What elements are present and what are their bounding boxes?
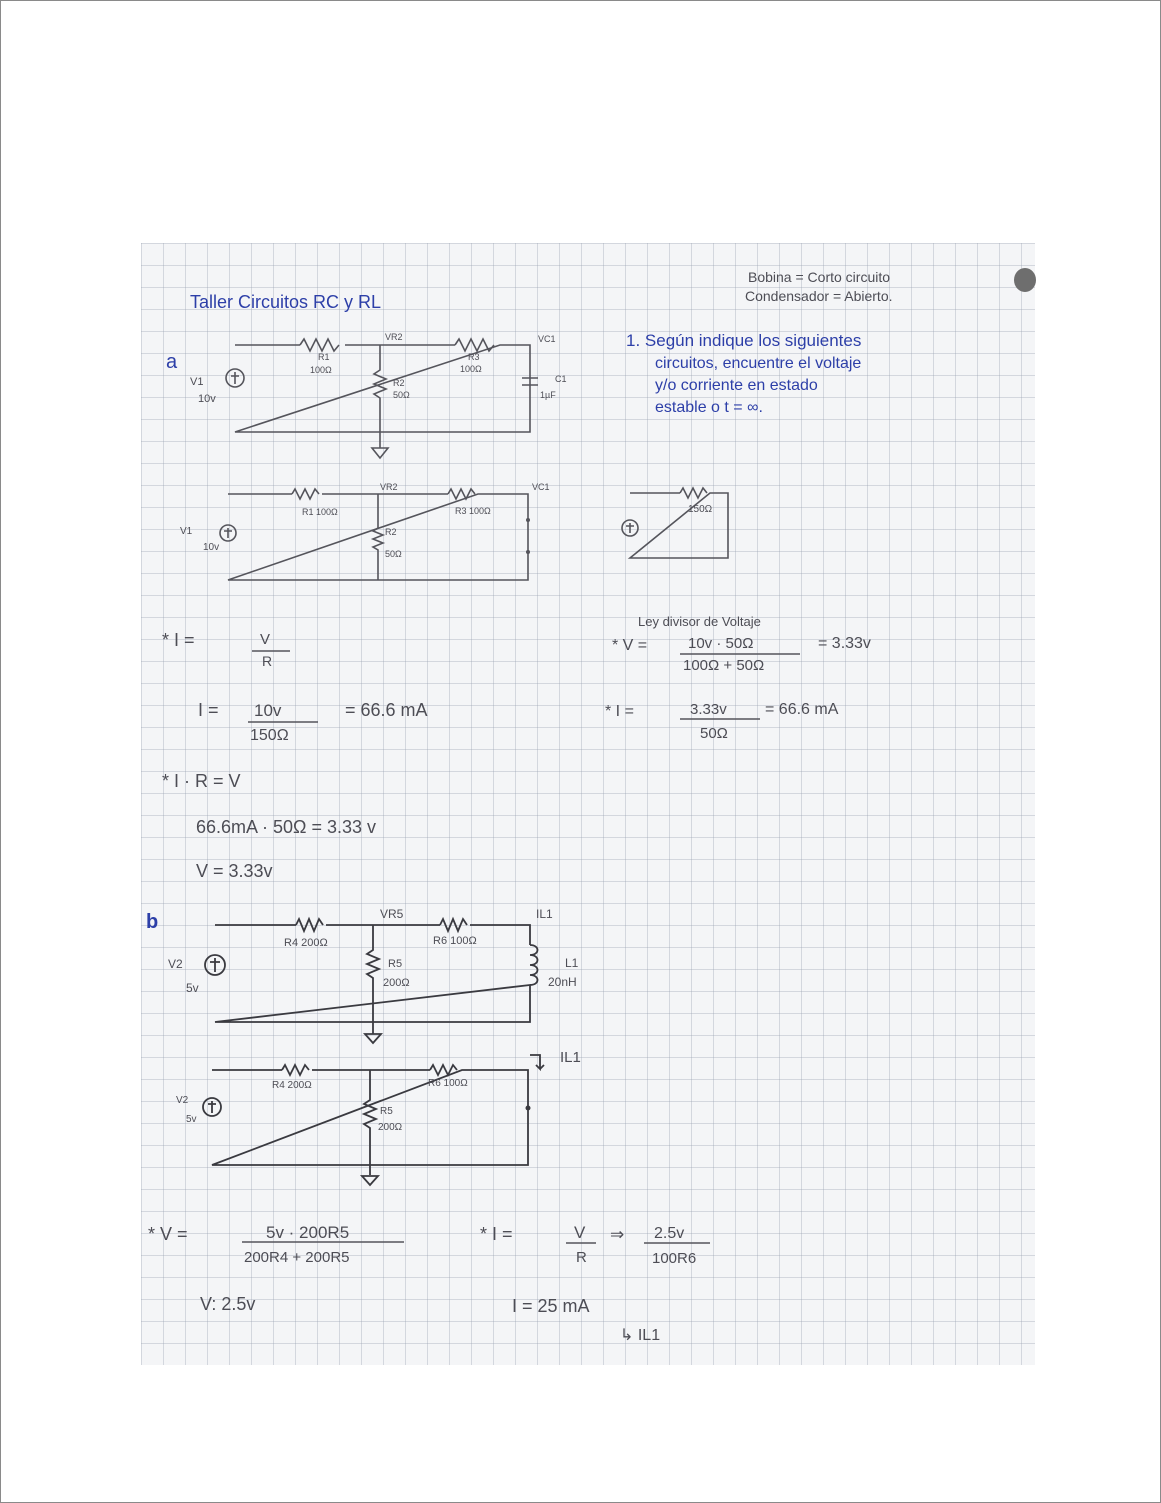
divider-numerator: 10v · 50Ω xyxy=(688,635,754,652)
instruction-line-1: 1. Según indique los siguientes xyxy=(626,331,862,350)
r4-label: R4 200Ω xyxy=(284,937,328,949)
l1-value: 20nH xyxy=(548,975,577,989)
circuit-b1 xyxy=(168,907,579,1043)
part-b-equations xyxy=(148,1223,710,1344)
source-value: 10v xyxy=(198,393,216,405)
node-vc1: VC1 xyxy=(532,482,550,492)
current-result: = 66.6 mA xyxy=(345,700,428,720)
v-lhs: * V = xyxy=(148,1224,188,1244)
r2-name: R2 xyxy=(385,527,397,537)
r6-label: R6 100Ω xyxy=(428,1078,468,1089)
resistor-r5-icon xyxy=(364,1070,376,1175)
node-il1: IL1 xyxy=(560,1049,581,1066)
r1-name: R1 xyxy=(318,352,330,362)
v-denominator: 200R4 + 200R5 xyxy=(244,1249,350,1266)
circuit-a3 xyxy=(622,488,728,558)
part-a-equations xyxy=(162,614,871,881)
c1-name: C1 xyxy=(555,374,567,384)
r3-name: R3 xyxy=(468,352,480,362)
ohm-law-denominator: R xyxy=(262,653,273,669)
r5-value: 200Ω xyxy=(383,977,410,989)
instruction-line-4: estable o t = ∞. xyxy=(655,399,763,416)
node-vr5: VR5 xyxy=(380,907,404,921)
source-name: V2 xyxy=(176,1095,189,1106)
resistor-r4-icon xyxy=(282,1065,309,1075)
ground-icon xyxy=(372,440,388,458)
ground-icon xyxy=(362,1176,378,1185)
i-numerator-2: 2.5v xyxy=(654,1225,685,1242)
resistor-r1-icon xyxy=(292,489,319,499)
resistor-r1-icon xyxy=(300,339,339,351)
voltage-result: V = 3.33v xyxy=(196,861,273,881)
circuit-a2 xyxy=(180,482,550,580)
part-a-label: a xyxy=(166,351,178,373)
current-denominator: 150Ω xyxy=(250,727,289,744)
l1-name: L1 xyxy=(565,956,579,970)
resistor-r2-icon xyxy=(373,494,383,580)
node-vr2: VR2 xyxy=(380,482,398,492)
resistor-req-icon xyxy=(680,488,707,498)
r2-value: 50Ω xyxy=(385,549,402,559)
source-value: 10v xyxy=(203,542,220,553)
open-terminal-icon xyxy=(526,518,530,522)
note-coil: Bobina = Corto circuito xyxy=(748,269,891,285)
source-name: V1 xyxy=(180,526,193,537)
i-tag: ↳ IL1 xyxy=(620,1327,661,1344)
current2-lhs: * I = xyxy=(605,703,634,720)
v-numerator: 5v · 200R5 xyxy=(266,1223,350,1242)
plus-sign-icon xyxy=(626,523,634,533)
circuit-b2 xyxy=(176,1049,581,1185)
current-lhs: I = xyxy=(198,700,219,720)
req-value: 150Ω xyxy=(688,504,713,515)
source-value: 5v xyxy=(186,1114,197,1125)
circuit-a1-wires xyxy=(235,345,530,432)
i-result: I = 25 mA xyxy=(512,1296,590,1316)
node-vc1: VC1 xyxy=(538,334,556,344)
r5-name: R5 xyxy=(388,958,403,970)
r2-value: 50Ω xyxy=(393,390,410,400)
plus-sign-icon xyxy=(210,958,220,972)
ohm-law-2: * I · R = V xyxy=(162,771,241,791)
open-terminal-icon xyxy=(526,550,530,554)
i-denominator: R xyxy=(576,1249,587,1266)
r1-value: 100Ω xyxy=(310,365,332,375)
i-arrow: ⇒ xyxy=(610,1225,625,1244)
r3-label: R3 100Ω xyxy=(455,506,491,516)
resistor-r6-icon xyxy=(440,919,467,931)
plus-sign-icon xyxy=(224,528,232,538)
resistor-r5-icon xyxy=(367,925,379,1030)
circuit-a1 xyxy=(190,332,567,458)
r5-value: 200Ω xyxy=(378,1122,403,1133)
current-arrow-icon xyxy=(530,1055,544,1069)
resistor-r3-icon xyxy=(448,489,475,499)
r5-name: R5 xyxy=(380,1106,393,1117)
ohm-law-lhs: * I = xyxy=(162,630,195,650)
part-b-label: b xyxy=(146,911,159,933)
r3-value: 100Ω xyxy=(460,364,482,374)
r2-name: R2 xyxy=(393,378,405,388)
instruction-line-2: circuitos, encuentre el voltaje xyxy=(655,355,862,372)
r1-label: R1 100Ω xyxy=(302,507,338,517)
short-node-icon xyxy=(526,1106,531,1111)
source-value: 5v xyxy=(186,981,199,995)
v-result: V: 2.5v xyxy=(200,1294,256,1314)
source-name: V2 xyxy=(168,957,183,971)
resistor-r3-icon xyxy=(455,339,494,351)
node-il1: IL1 xyxy=(536,907,553,921)
page-title: Taller Circuitos RC y RL xyxy=(190,292,382,312)
resistor-r2-icon xyxy=(374,345,386,440)
i-denominator-2: 100R6 xyxy=(652,1250,697,1267)
divider-result: = 3.33v xyxy=(818,635,871,652)
i-lhs: * I = xyxy=(480,1224,513,1244)
c1-value: 1µF xyxy=(540,390,556,400)
inductor-l1-icon xyxy=(530,945,538,985)
current2-denominator: 50Ω xyxy=(700,725,728,742)
divider-title: Ley divisor de Voltaje xyxy=(638,614,761,629)
divider-lhs: * V = xyxy=(612,637,648,654)
node-vr2: VR2 xyxy=(385,332,403,342)
r4-label: R4 200Ω xyxy=(272,1080,312,1091)
resistor-r4-icon xyxy=(296,919,323,931)
current2-result: = 66.6 mA xyxy=(765,701,839,718)
ground-icon xyxy=(365,1030,381,1043)
ohm-law-numerator: V xyxy=(260,631,271,648)
note-capacitor: Condensador = Abierto. xyxy=(745,288,893,304)
i-numerator: V xyxy=(574,1223,586,1242)
current2-numerator: 3.33v xyxy=(690,701,727,718)
divider-denominator: 100Ω + 50Ω xyxy=(683,657,765,674)
r6-label: R6 100Ω xyxy=(433,935,477,947)
product-line: 66.6mA · 50Ω = 3.33 v xyxy=(196,817,377,837)
current-numerator: 10v xyxy=(254,701,282,720)
circuit-a3-wires xyxy=(630,493,728,558)
plus-sign-icon xyxy=(208,1101,216,1113)
instruction-line-3: y/o corriente en estado xyxy=(655,377,818,394)
source-name: V1 xyxy=(190,376,204,388)
plus-sign-icon xyxy=(231,372,239,384)
